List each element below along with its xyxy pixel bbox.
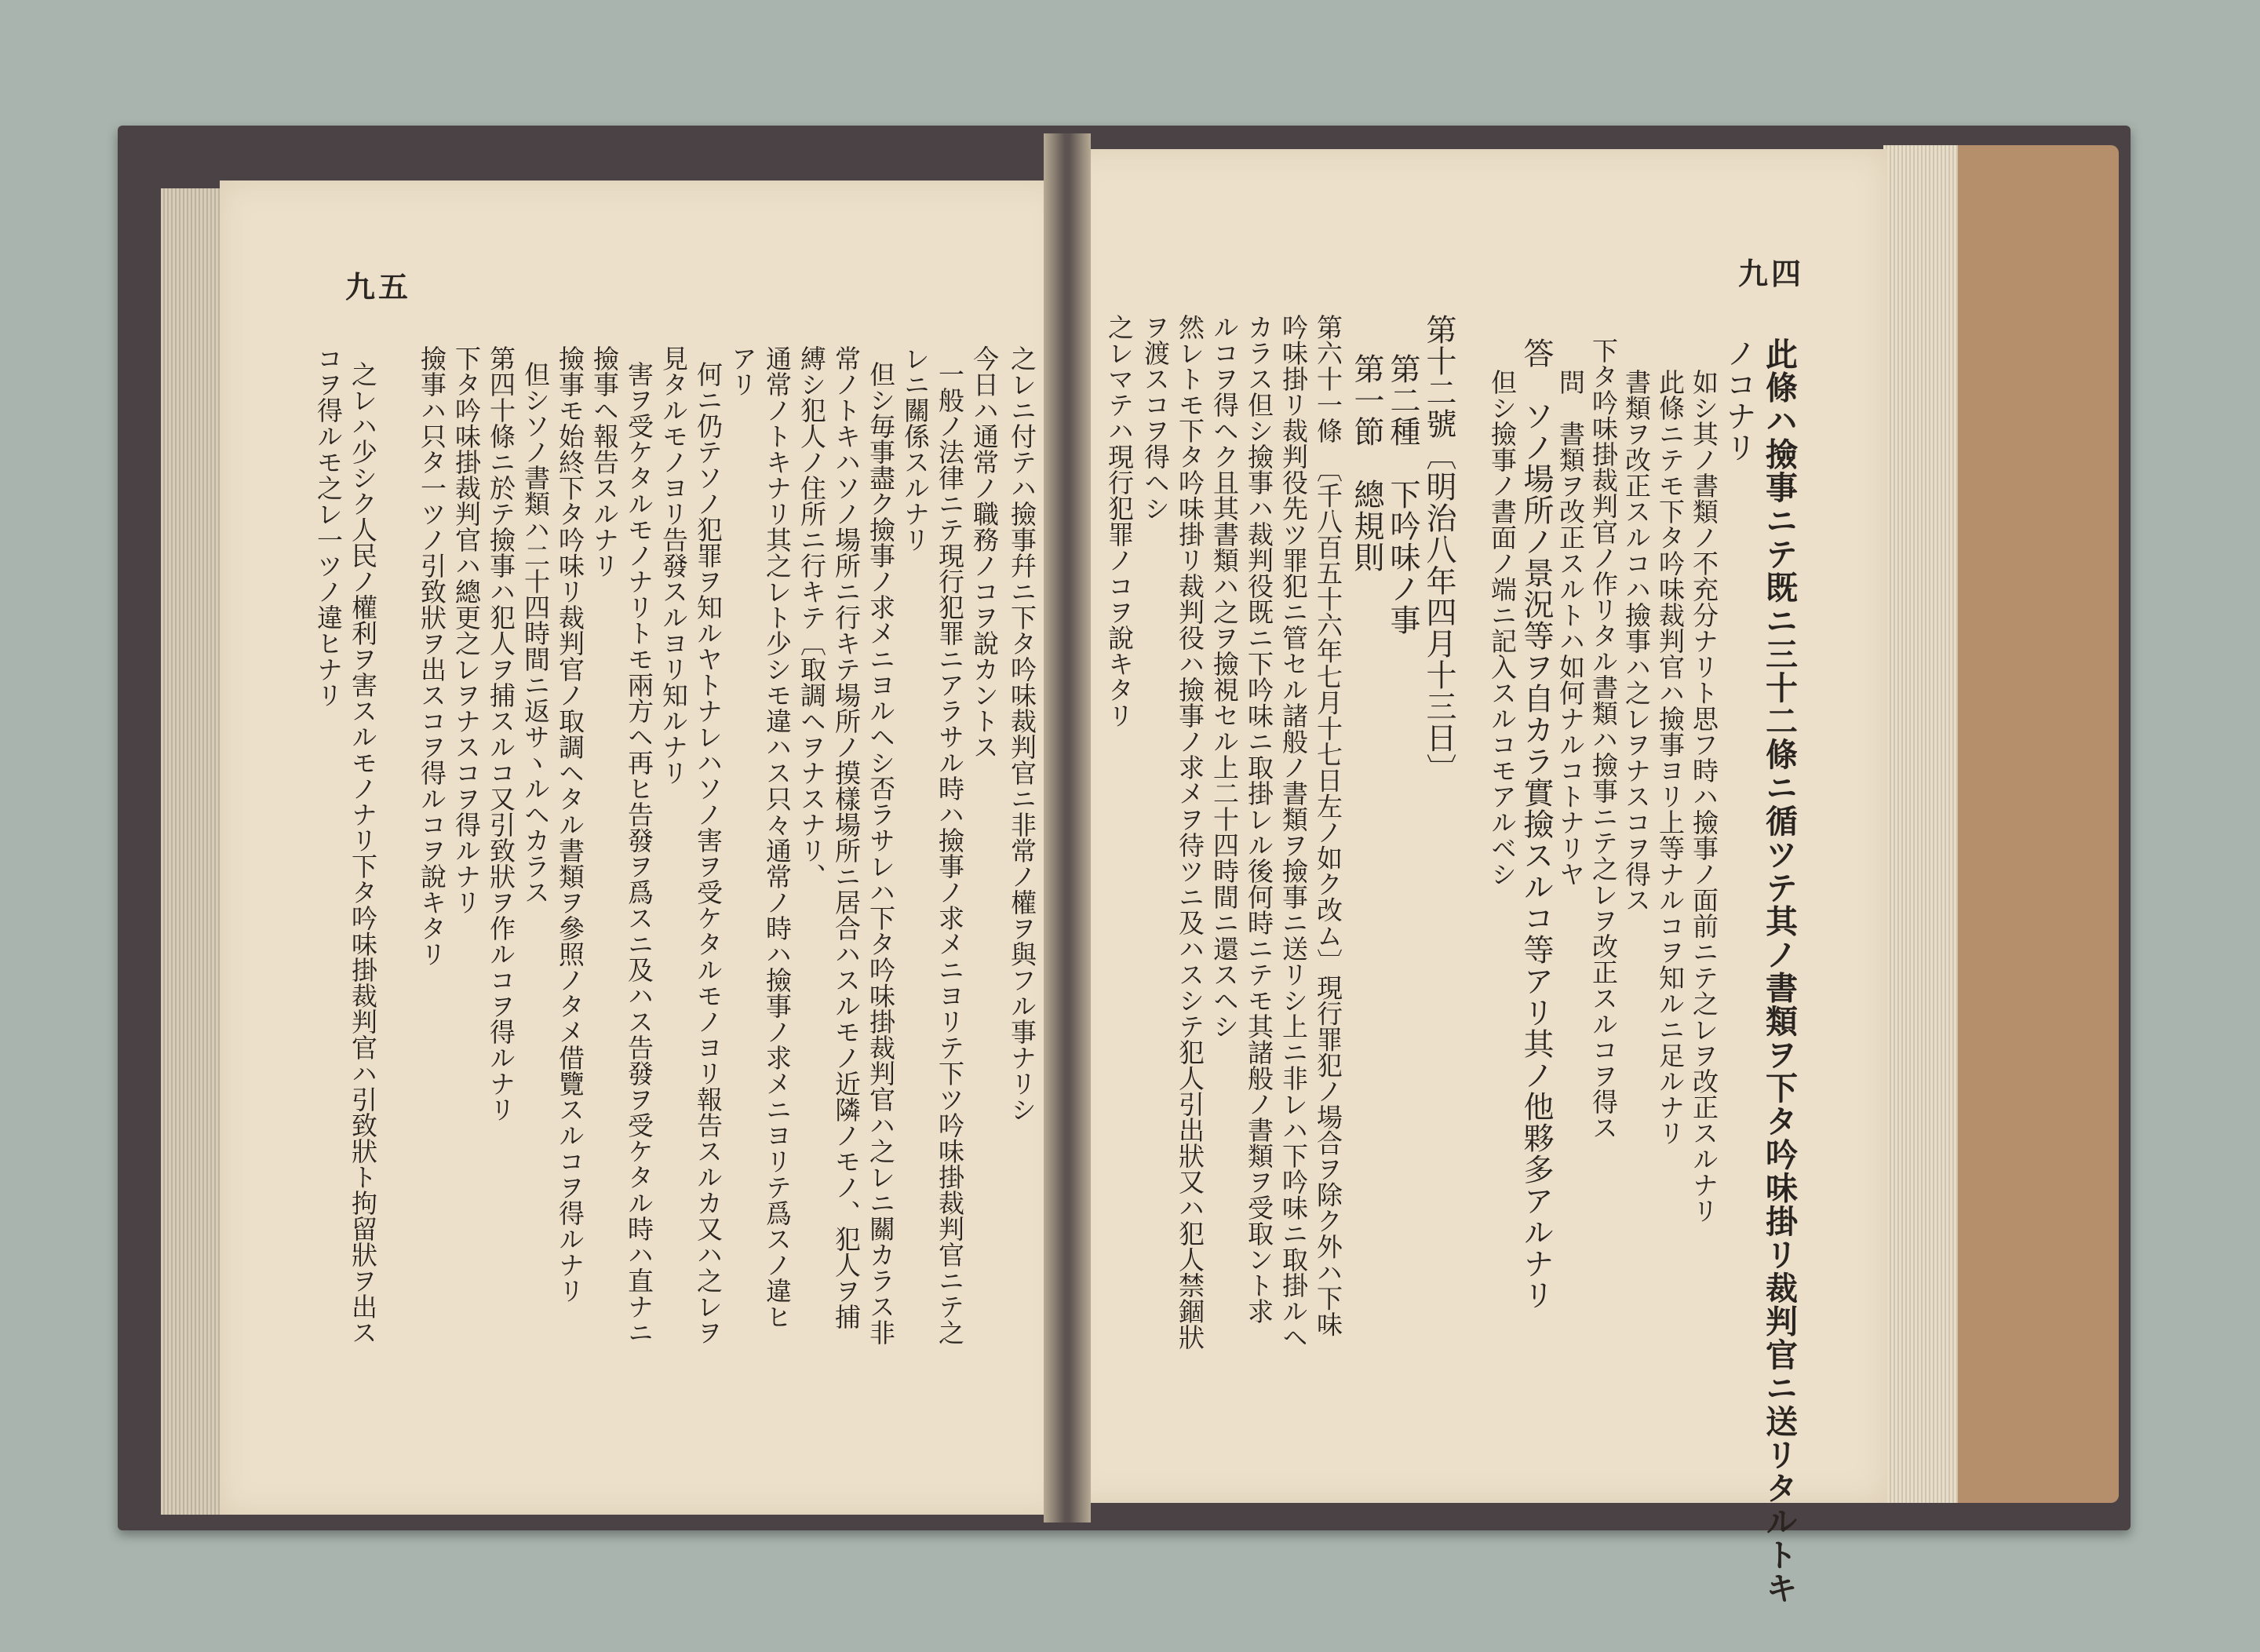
left-column-1: 之レニ付テハ撿事幷ニ下タ吟味裁判官ニ非常ノ權ヲ與フル事ナリシ [1007,345,1037,1122]
left-column-5: 但シ毎事盡ク撿事ノ求メニヨルヘシ否ラサレハ下タ吟味掛裁判官ハ之レニ關カラス非 [866,361,896,1345]
right-column-12: 第一節 總規則 [1349,353,1384,573]
right-column-9: 但シ撿事ノ書面ノ端ニ記入スルコモアルベシ [1487,369,1518,887]
left-column-3: 一般ノ法律ニテ現行犯罪ニアラサル時ハ撿事ノ求メニヨリテ下ツ吟味掛裁判官ニテ之 [935,361,965,1345]
left-column-7: 縛シ犯人ノ住所ニ行キテ〔取調ヘヲナスナリ、 [796,345,827,889]
right-column-4: 此條ニテモ下タ吟味裁判官ハ撿事ヨリ上等ナルコヲ知ルニ足ルナリ [1655,369,1686,1146]
right-column-19: 之レマテハ現行犯罪ノコヲ說キタリ [1104,314,1135,728]
right-column-3: 如シ其ノ書類ノ不充分ナリト思フ時ハ撿事ノ面前ニテ之レヲ改正スルナリ [1689,369,1719,1224]
left-column-10: 何ニ仍テソノ犯罪ヲ知ルヤトナレハソノ害ヲ受ケタルモノヨリ報告スルカ又ハ之レヲ [693,361,724,1345]
left-column-14: 撿事モ始終下タ吟味リ裁判官ノ取調ヘタル書類ヲ參照ノタメ借覽スルコヲ得ルナリ [555,345,585,1304]
book-gutter [1044,133,1091,1523]
page-block-right [1883,145,1958,1503]
right-column-16: ルコヲ得ヘク且其書類ハ之ヲ撿視セル上二十四時間ニ還スヘシ [1209,314,1240,1039]
left-column-18: 撿事ハ只タ一ツノ引致狀ヲ出スコヲ得ルコヲ說キタリ [417,345,447,967]
left-column-2: 今日ハ通常ノ職務ノコヲ說カントス [969,345,1000,760]
left-column-12: 害ヲ受ケタルモノナリトモ兩方ヘ再ヒ告發ヲ爲スニ及ハス告發ヲ受ケタル時ハ直ナニ [624,361,654,1345]
left-column-17: 下タ吟味掛裁判官ハ總更之レヲナスコヲ得ルナリ [451,345,482,915]
right-column-1: 此條ハ撿事ニテ既ニ三十二條ニ循ツテ其ノ書類ヲ下タ吟味掛リ裁判官ニ送リタルトキ [1760,337,1798,1605]
right-column-2: ノコナリ [1721,337,1756,463]
left-column-19: 之レハ少シク人民ノ權利ヲ害スルモノナリ下タ吟味掛裁判官ハ引致狀ト拘留狀ヲ出ス [348,361,378,1345]
right-column-13: 第六十一條 〔千八百五十六年七月十七日左ノ如ク改ム〕現行罪犯ノ場合ヲ除ク外ハ下味 [1313,314,1343,1337]
folio-right: 九四 [1738,256,1805,291]
left-column-6: 常ノトキハソノ場所ニ行キテ場所ノ摸樣場所ニ居合ハスルモノ近隣ノモノ、犯人ヲ捕 [831,345,862,1329]
left-column-4: レニ關係スルナリ [900,345,931,552]
left-column-20: コヲ得ルモ之レ一ツノ違ヒナリ [313,345,344,708]
left-column-8: 通常ノトキナリ其之レト少シモ違ハス只々通常ノ時ハ撿事ノ求メニヨリテ爲スノ違ヒ [762,345,793,1329]
right-column-18: ヲ渡スコヲ得ヘシ [1140,314,1171,521]
book-board-edge [1938,145,2119,1503]
left-column-11: 見タルモノヨリ告發スルヨリ知ルナリ [658,345,689,786]
left-column-16: 第四十條ニ於テ撿事ハ犯人ヲ捕スルコ又引致狀ヲ作ルコヲ得ルナリ [486,345,516,1122]
right-column-10: 第十二號〔明治八年四月十三日〕 [1421,314,1456,785]
right-column-14: 吟味掛リ裁判役先ツ罪犯ニ管セル諸般ノ書類ヲ撿事ニ送リシ上ニ非レハ下吟味ニ取掛ルヘ [1278,314,1309,1350]
right-column-5: 書類ヲ改正スルコハ撿事ハ之レヲナスコヲ得ス [1621,369,1652,913]
right-column-11: 第二種 下吟味ノ事 [1385,353,1420,636]
left-column-9: アリ [727,345,758,397]
right-column-7: 問 書類ヲ改正スルトハ如何ナルコトナリヤ [1555,369,1586,887]
folio-left: 九五 [345,269,412,305]
left-column-13: 撿事ヘ報告スルナリ [589,345,620,578]
right-column-8: 答 ソノ場所ノ景況等ヲ自カラ實撿スルコ等アリ其ノ他夥多アルナリ [1518,337,1554,1311]
right-column-15: カラス但シ撿事ハ裁判役既ニ下吟味ニ取掛レル後何時ニテモ其諸般ノ書類ヲ受取ント求 [1244,314,1274,1324]
page-block-left [161,188,224,1515]
right-column-6: 下タ吟味掛裁判官ノ作リタル書類ハ撿事ニテ之レヲ改正スルコヲ得ス [1588,337,1619,1140]
right-column-17: 然レトモ下タ吟味掛リ裁判役ハ撿事ノ求メヲ待ツニ及ハスシテ犯人引出狀又ハ犯人禁錮狀 [1175,314,1205,1350]
left-column-15: 但シソノ書類ハ二十四時間ニ返サヽルヘカラス [520,361,551,905]
